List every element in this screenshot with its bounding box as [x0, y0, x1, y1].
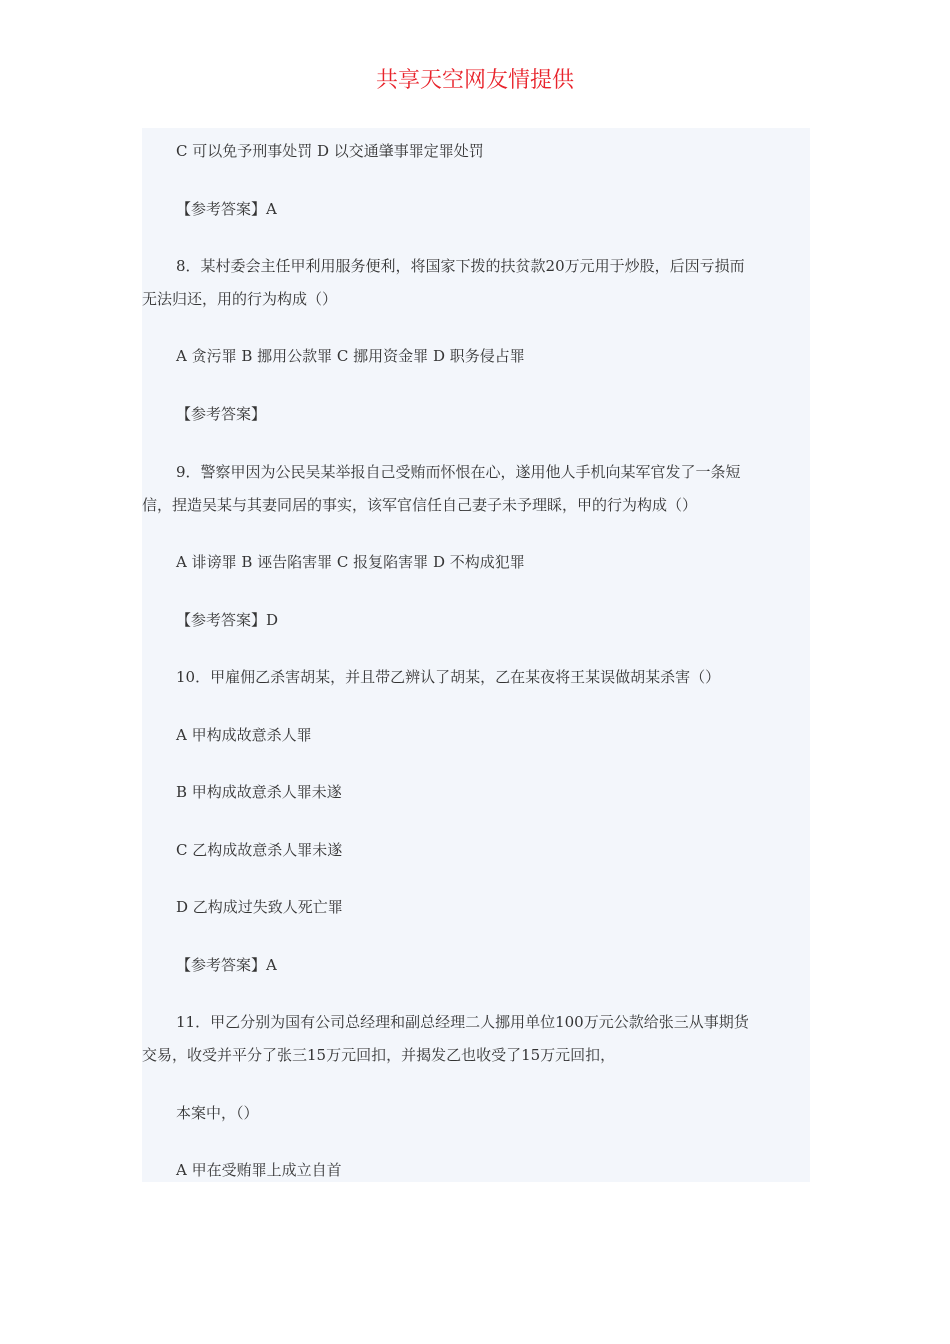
reference-answer: 【参考答案】A: [176, 200, 277, 218]
question-10-text: 10．甲雇佣乙杀害胡某，并且带乙辨认了胡某，乙在某夜将王某误做胡某杀害（）: [176, 668, 721, 686]
document-content: [142, 128, 810, 1182]
question-9-options: A 诽谤罪 B 诬告陷害罪 C 报复陷害罪 D 不构成犯罪: [176, 553, 525, 571]
page-header-title: 共享天空网友情提供: [375, 68, 574, 93]
question-10-option-c: C 乙构成故意杀人罪未遂: [176, 841, 343, 859]
question-11-text: 11．甲乙分别为国有公司总经理和副总经理二人挪用单位100万元公款给张三从事期货: [176, 1013, 749, 1031]
question-11-text-cont: 交易，收受并平分了张三15万元回扣，并揭发乙也收受了15万元回扣，: [142, 1046, 616, 1064]
question-10-option-d: D 乙构成过失致人死亡罪: [176, 898, 343, 916]
question-11-prompt: 本案中，（）: [176, 1104, 259, 1122]
question-10-option-b: B 甲构成故意杀人罪未遂: [176, 783, 342, 801]
answer-options-line: C 可以免予刑事处罚 D 以交通肇事罪定罪处罚: [176, 142, 484, 160]
question-8-text-cont: 无法归还，用的行为构成（）: [142, 290, 338, 308]
reference-answer: 【参考答案】D: [176, 611, 279, 629]
question-11-option-a: A 甲在受贿罪上成立自首: [176, 1161, 342, 1179]
question-9-text: 9．警察甲因为公民吴某举报自己受贿而怀恨在心，遂用他人手机向某军官发了一条短: [176, 463, 741, 481]
reference-answer: 【参考答案】: [176, 405, 267, 423]
reference-answer: 【参考答案】A: [176, 956, 277, 974]
question-8-options: A 贪污罪 B 挪用公款罪 C 挪用资金罪 D 职务侵占罪: [176, 347, 525, 365]
question-8-text: 8．某村委会主任甲利用服务便利，将国家下拨的扶贫款20万元用于炒股，后因亏损而: [176, 257, 745, 275]
question-10-option-a: A 甲构成故意杀人罪: [176, 726, 312, 744]
question-9-text-cont: 信，捏造吴某与其妻同居的事实，该军官信任自己妻子未予理睬，甲的行为构成（）: [142, 496, 698, 514]
